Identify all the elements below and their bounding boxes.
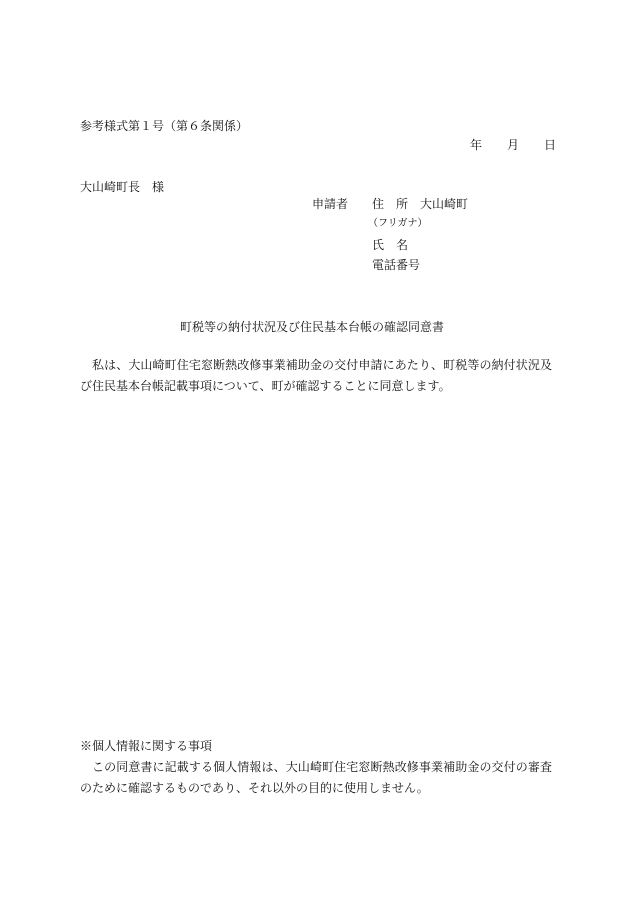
date-day-label: 日 (544, 138, 557, 152)
address-label: 住 所 (372, 197, 409, 211)
date-month-label: 月 (507, 138, 520, 152)
address-row (372, 196, 468, 212)
document-title: 町税等の納付状況及び住民基本台帳の確認同意書 (180, 320, 445, 334)
applicant-label: 申請者 (312, 197, 349, 211)
date-year-label: 年 (470, 138, 483, 152)
phone-label: 電話番号 (372, 258, 421, 272)
furigana-label: （フリガナ） (368, 218, 428, 229)
consent-text: 私は、大山崎町住宅窓断熱改修事業補助金の交付申請にあたり、町税等の納付状況及び住民基本台帳記載事項について、町が確認することに同意します。 (80, 358, 552, 393)
privacy-text: この同意書に記載する個人情報は、大山崎町住宅窓断熱改修事業補助金の交付の審査のために確認するものであり、それ以外の目的に使用しません。 (80, 760, 552, 795)
addressee: 大山崎町長 様 (80, 180, 165, 194)
name-label: 氏 名 (372, 238, 409, 252)
address-value: 大山崎町 (420, 197, 469, 211)
date-line (470, 137, 556, 153)
form-number: 参考様式第１号（第６条関係） (80, 119, 249, 133)
privacy-heading: ※個人情報に関する事項 (80, 739, 213, 753)
